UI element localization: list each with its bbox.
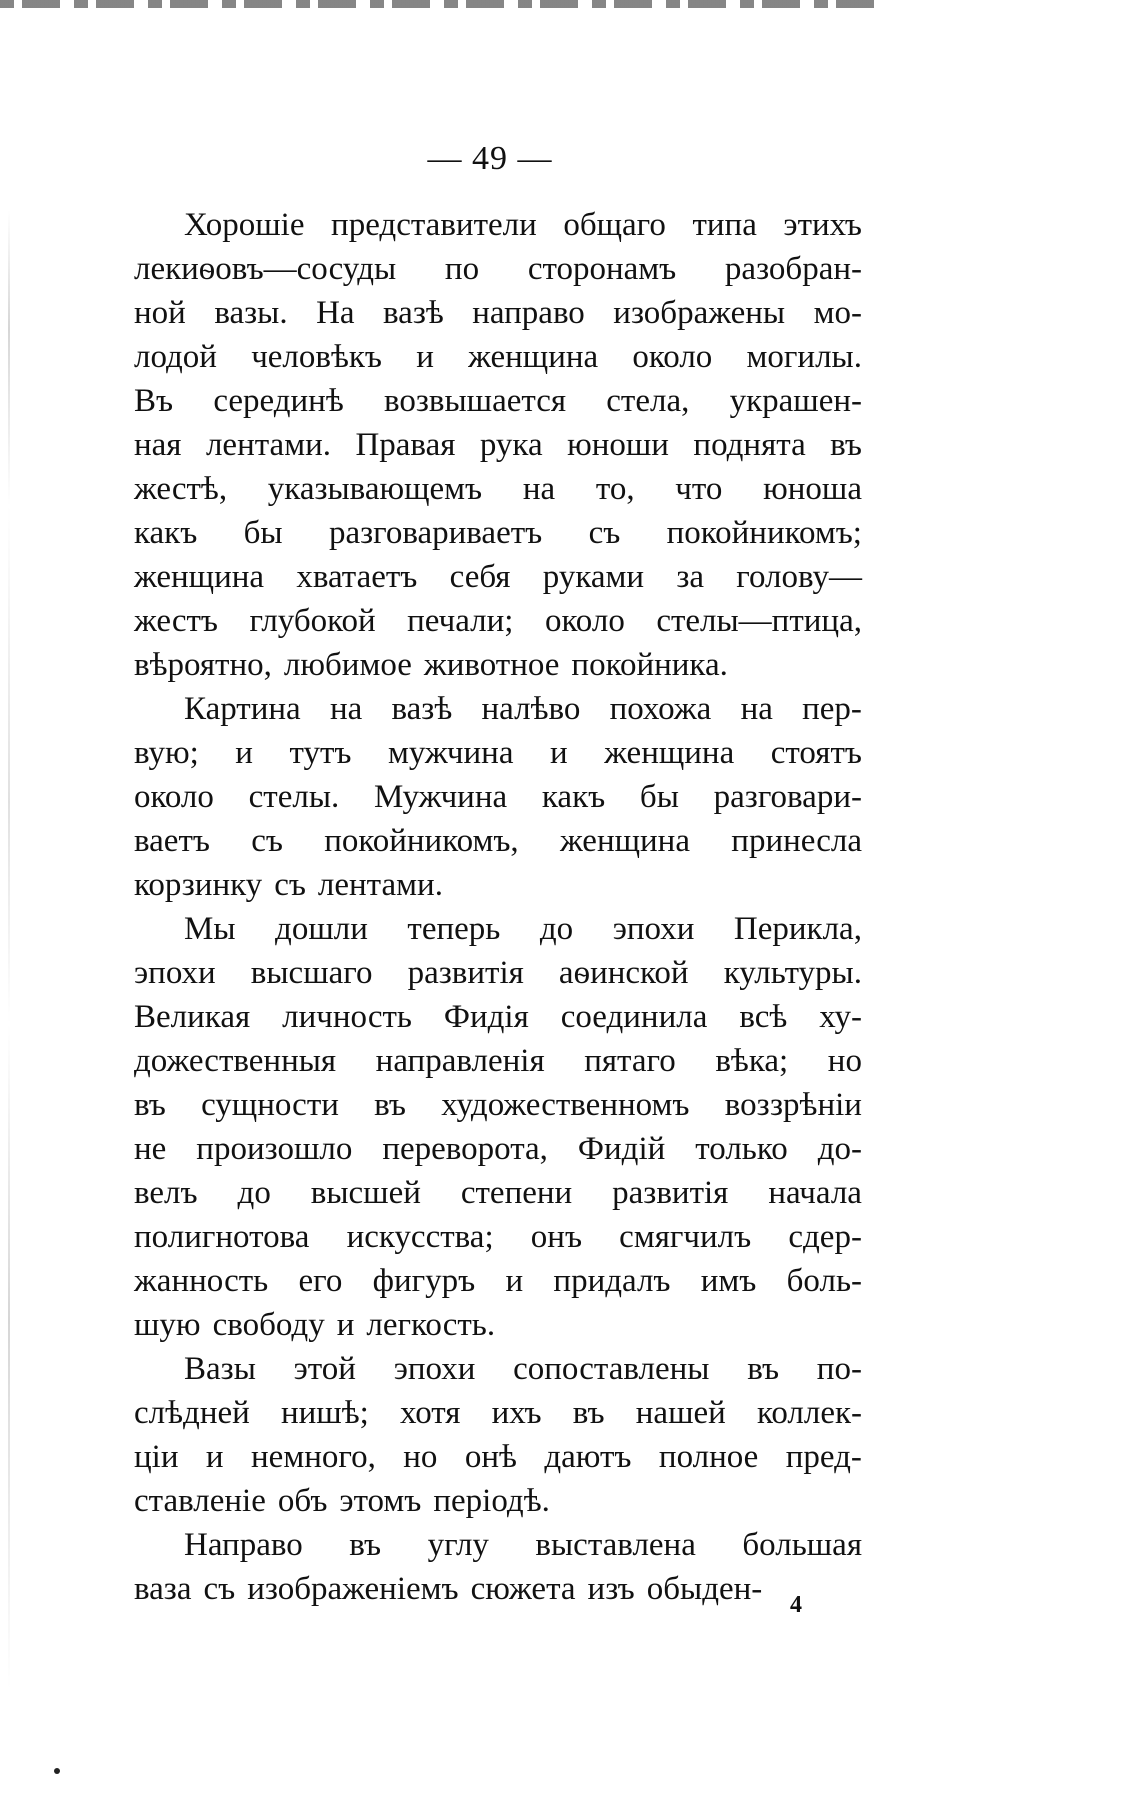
scan-left-margin-shadow (8, 210, 10, 1690)
paragraph (134, 687, 862, 907)
scan-top-edge (0, 0, 880, 8)
paragraph (134, 203, 862, 687)
text-line: дожественныя направленія пятаго вѣка; но (134, 1043, 862, 1079)
paragraph (134, 907, 862, 1347)
body-text (134, 203, 862, 1611)
text-line: въ сущности въ художественномъ воззрѣніи (134, 1087, 862, 1123)
text-line: Въ серединѣ возвышается стела, украшен- (134, 383, 862, 419)
text-line: жестѣ, указывающемъ на то, что юноша (134, 471, 862, 507)
text-line: около стелы. Мужчина какъ бы разговари- (134, 779, 862, 815)
text-line: ціи и немного, но онѣ даютъ полное пред- (134, 1439, 862, 1475)
text-line: ваза съ изображеніемъ сюжета изъ обыден- (134, 1571, 763, 1607)
text-line: вую; и тутъ мужчина и женщина стоятъ (134, 735, 862, 771)
text-line: какъ бы разговариваетъ съ покойникомъ; (134, 515, 862, 551)
text-line: шую свободу и легкость. (134, 1307, 496, 1343)
text-line: ваетъ съ покойникомъ, женщина принесла (134, 823, 862, 859)
text-line: слѣдней нишѣ; хотя ихъ въ нашей коллек- (134, 1395, 862, 1431)
text-line: ставленіе объ этомъ періодѣ. (134, 1483, 550, 1519)
text-line: лекиѳовъ—сосуды по сторонамъ разобран- (134, 251, 862, 287)
printer-signature-mark: 4 (790, 1592, 802, 1618)
text-line: Вазы этой эпохи сопоставлены въ по- (184, 1351, 862, 1387)
text-line: ная лентами. Правая рука юноши поднята въ (134, 427, 862, 463)
paragraph (134, 1523, 862, 1611)
text-line: полигнотова искусства; онъ смягчилъ сдер- (134, 1219, 862, 1255)
text-line: жанность его фигуръ и придалъ имъ боль- (134, 1263, 862, 1299)
text-line: лодой человѣкъ и женщина около могилы. (134, 339, 862, 375)
text-line: велъ до высшей степени развитія начала (134, 1175, 862, 1211)
scan-speck (54, 1768, 60, 1774)
text-line: ной вазы. На вазѣ направо изображены мо- (134, 295, 862, 331)
text-line: не произошло переворота, Фидій только до- (134, 1131, 862, 1167)
text-line: Мы дошли теперь до эпохи Перикла, (184, 911, 862, 947)
page-number: — 49 — (427, 140, 553, 177)
text-line: Хорошіе представители общаго типа этихъ (184, 207, 862, 243)
text-line: женщина хватаетъ себя руками за голову— (134, 559, 862, 595)
text-line: Великая личность Фидія соединила всѣ ху- (134, 999, 862, 1035)
text-line: корзинку съ лентами. (134, 867, 443, 903)
paragraph (134, 1347, 862, 1523)
text-line: Направо въ углу выставлена большая (184, 1527, 862, 1563)
text-line: Картина на вазѣ налѣво похожа на пер- (184, 691, 862, 727)
text-line: эпохи высшаго развитія аѳинской культуры. (134, 955, 862, 991)
text-line: вѣроятно, любимое животное покойника. (134, 647, 728, 683)
text-line: жестъ глубокой печали; около стелы—птица, (134, 603, 862, 639)
